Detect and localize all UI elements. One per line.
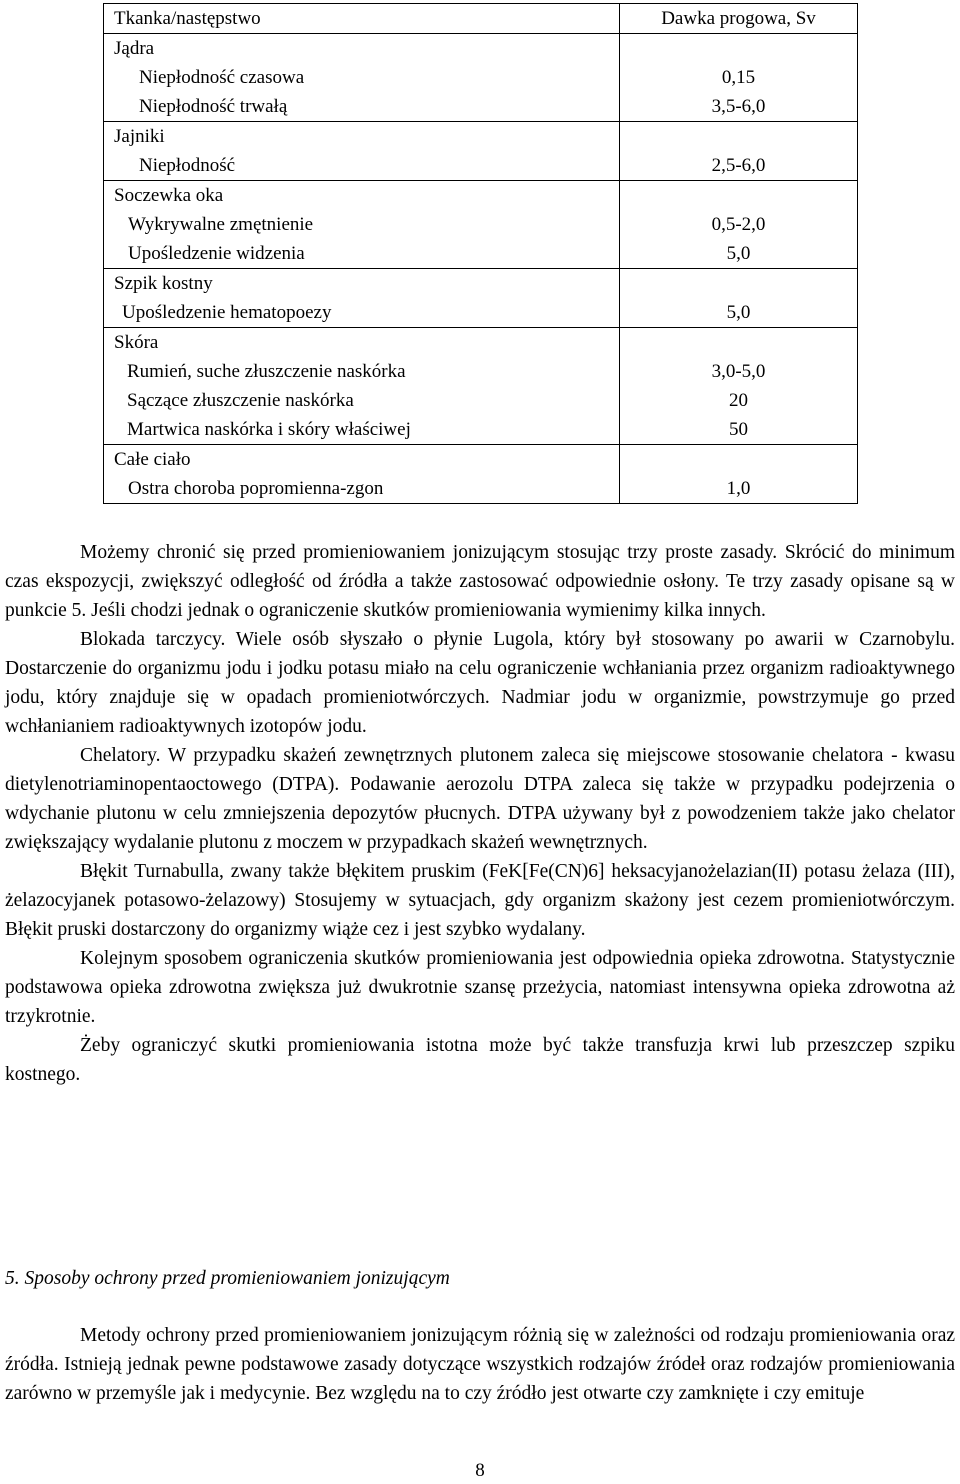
organ-label: Jajniki <box>114 126 165 147</box>
body-text <box>5 538 955 1089</box>
paragraph: Blokada tarczycy. Wiele osób słyszało o płynie Lugola, który był stosowany po awarii w Czarnobylu. Dostarczenie do organizmu jodu i jodku potasu miało na celu ograniczenie wchłaniania przez organizm radioaktywnego jodu, który znajduje się w opadach promieniotwórczych. Nadmiar jodu w organizmie, powstrzymuje go przed wchłanianiem radioaktywnych izotopów jodu. <box>5 629 955 737</box>
paragraph: Kolejnym sposobem ograniczenia skutków promieniowania jest odpowiednia opieka zdrowotna. Statystycznie podstawowa opieka zdrowotna zwiększa już dwukrotnie szansę przeżycia, natomiast intensywna opieka zdrowotna aż trzykrotnie. <box>5 948 955 1027</box>
organ-label: Całe ciało <box>114 449 191 470</box>
section-heading: 5. Sposoby ochrony przed promieniowaniem jonizującym <box>5 1268 450 1289</box>
dose-cell <box>620 122 858 181</box>
tissue-cell <box>104 445 620 504</box>
effect-label: Rumień, suche złuszczenie naskórka <box>127 361 406 382</box>
effect-label: Niepłodność <box>139 155 236 176</box>
effect-label: Upośledzenie hematopoezy <box>122 302 332 323</box>
header-tissue: Tkanka/następstwo <box>104 4 620 34</box>
organ-label: Szpik kostny <box>114 273 213 294</box>
dose-value: 50 <box>729 419 748 440</box>
tissue-cell <box>104 181 620 269</box>
tissue-cell <box>104 269 620 328</box>
paragraph: Metody ochrony przed promieniowaniem jonizującym różnią się w zależności od rodzaju promieniowania oraz źródła. Istnieją jednak pewne podstawowe zasady dotyczące wszystkich rodzajów źródeł oraz rodzajów promieniowania zarówno w przemyśle jak i medycynie. Bez względu na to czy źródło jest otwarte czy zamknięte i czy emituje <box>5 1325 955 1404</box>
dose-value: 5,0 <box>726 243 751 264</box>
section-body <box>5 1321 955 1408</box>
paragraph: Żeby ograniczyć skutki promieniowania istotna może być także transfuzja krwi lub przeszczep szpiku kostnego. <box>5 1035 955 1085</box>
dose-cell <box>620 34 858 122</box>
dose-value: 0,5-2,0 <box>711 214 766 235</box>
dose-value: 1,0 <box>726 478 751 499</box>
effect-label: Martwica naskórka i skóry właściwej <box>127 419 411 440</box>
page-number: 8 <box>475 1460 485 1481</box>
dose-value: 2,5-6,0 <box>711 155 766 176</box>
effect-label: Ostra choroba popromienna-zgon <box>128 478 384 499</box>
table-row <box>104 328 858 445</box>
tissue-cell <box>104 328 620 445</box>
table-row <box>104 34 858 122</box>
effect-label: Upośledzenie widzenia <box>128 243 305 264</box>
organ-label: Skóra <box>114 332 159 353</box>
dose-value: 3,0-5,0 <box>711 361 766 382</box>
table-row <box>104 181 858 269</box>
dose-cell <box>620 445 858 504</box>
dose-value: 5,0 <box>726 302 751 323</box>
organ-label: Jądra <box>114 38 155 59</box>
tissue-cell <box>104 122 620 181</box>
paragraph: Błękit Turnabulla, zwany także błękitem pruskim (FeK[Fe(CN)6] heksacyjanożelazian(II) potasu żelaza (III), żelazocyjanek potasowo-żelazowy) Stosujemy w sytuacjach, gdy organizm skażony jest cezem promieniotwórczym. Błękit pruski dostarczony do organizmy wiąże cez i jest szybko wydalany. <box>5 861 955 940</box>
dose-cell <box>620 328 858 445</box>
paragraph: Chelatory. W przypadku skażeń zewnętrznych plutonem zaleca się miejscowe stosowanie chelatora - kwasu dietylenotriaminopentaoctowego (DTPA). Podawanie aerozolu DTPA zaleca się także w przypadku podejrzenia o wdychanie plutonu w celu zmniejszenia depozytów płucnych. DTPA używany był z powodzeniem także jako chelator zwiększający wydalanie plutonu z moczem w przypadkach skażeń wewnętrznych. <box>5 745 955 853</box>
dose-cell <box>620 181 858 269</box>
dose-cell <box>620 269 858 328</box>
effect-label: Niepłodność czasowa <box>139 67 305 88</box>
paragraph: Możemy chronić się przed promieniowaniem jonizującym stosując trzy proste zasady. Skrócić do minimum czas ekspozycji, zwiększyć odległość od źródła a także zastosować odpowiednie osłony. Te trzy zasady opisane są w punkcie 5. Jeśli chodzi jednak o ograniczenie skutków promieniowania wymienimy kilka innych. <box>5 542 955 621</box>
effect-label: Niepłodność trwałą <box>139 96 288 117</box>
organ-label: Soczewka oka <box>114 185 224 206</box>
dose-value: 3,5-6,0 <box>711 96 766 117</box>
tissue-cell <box>104 34 620 122</box>
table-row <box>104 445 858 504</box>
header-dose: Dawka progowa, Sv <box>620 4 858 34</box>
effect-label: Wykrywalne zmętnienie <box>128 214 314 235</box>
dose-value: 20 <box>729 390 748 411</box>
effect-label: Sączące złuszczenie naskórka <box>127 390 354 411</box>
dose-value: 0,15 <box>721 67 756 88</box>
table-row <box>104 122 858 181</box>
dose-threshold-table <box>103 3 858 504</box>
table-header-row <box>104 4 858 34</box>
table-row <box>104 269 858 328</box>
